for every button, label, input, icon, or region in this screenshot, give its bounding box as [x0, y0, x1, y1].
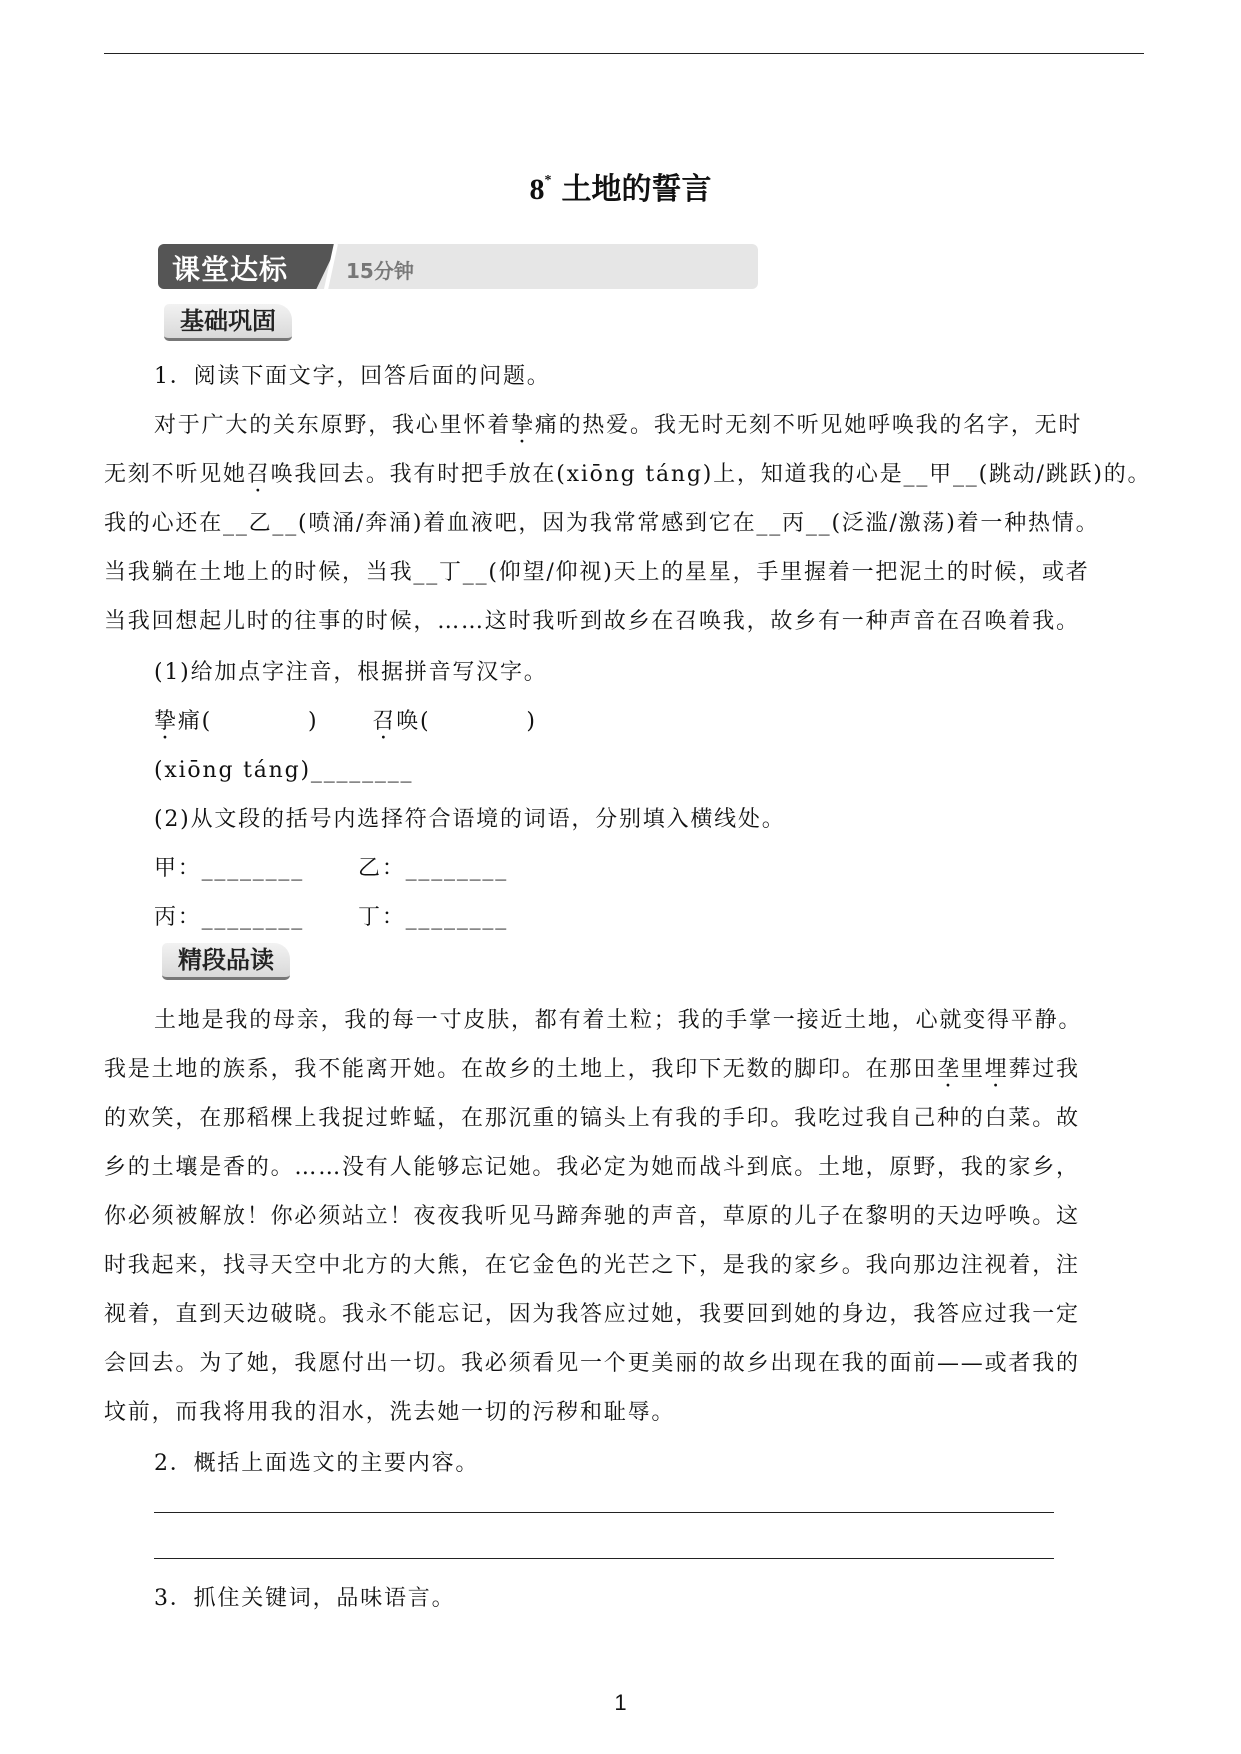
- passage-line-5: 你必须被解放！你必须站立！夜夜我听见马蹄奔驰的声音，草原的儿子在黎明的天边呼唤。这: [104, 1204, 1080, 1229]
- text-run: 里: [960, 1057, 985, 1082]
- dotted-char: 挚: [154, 709, 178, 734]
- paren-close: ): [526, 709, 537, 734]
- q1-sub1: (1)给加点字注音，根据拼音写汉字。: [154, 660, 548, 685]
- q3-stem: 3．抓住关键词，品味语言。: [154, 1586, 456, 1611]
- q1-word-row: [154, 707, 537, 737]
- q1-para-line-4: [104, 558, 1090, 588]
- q1-para-line-2: [104, 460, 1151, 490]
- blank-ding: __丁__: [413, 560, 489, 585]
- text-run: (仰望/仰视)天上的星星，手里握着一把泥土的时候，或者: [488, 560, 1090, 585]
- passage-line-7: 视着，直到天边破晓。我永不能忘记，因为我答应过她，我要回到她的身边，我答应过我一定: [104, 1302, 1080, 1327]
- subhead-reading: 精段品读: [162, 943, 290, 980]
- blank-yi: __乙__: [223, 511, 299, 536]
- text-run: 葬过我: [1008, 1057, 1080, 1082]
- text-run: 我的心还在: [104, 511, 224, 536]
- q1-para-line-3: [104, 509, 1099, 539]
- subhead-basic: 基础巩固: [164, 304, 292, 341]
- page-number: 1: [614, 1690, 627, 1715]
- answer-ding: 丁：________: [358, 905, 509, 930]
- banner-label: 课堂达标: [172, 253, 289, 286]
- passage-line-3: 的欢笑，在那稻棵上我捉过蚱蜢，在那沉重的镐头上有我的手印。我吃过我自己种的白菜。故: [104, 1106, 1080, 1131]
- text-run: (喷涌/奔涌)着血液吧，因为我常常感到它在: [298, 511, 757, 536]
- page-title: [0, 164, 1241, 208]
- header-rule: [104, 53, 1144, 54]
- lesson-number: 8: [529, 173, 545, 206]
- answer-bing: 丙：________: [154, 905, 305, 930]
- text-run: 无刻不听见她: [104, 462, 247, 487]
- dotted-char: 垄: [937, 1057, 961, 1082]
- text-run: 唤我回去。我有时把手放在(xiōng táng)上，知道我的心是: [270, 462, 904, 487]
- text-run: (跳动/跳跃)的。: [978, 462, 1152, 487]
- q1-pinyin: (xiōng táng)________: [154, 758, 414, 783]
- dotted-char: 挚: [511, 413, 535, 438]
- passage-line-8: 会回去。为了她，我愿付出一切。我必须看见一个更美丽的故乡出现在我的面前——或者我的: [104, 1351, 1080, 1376]
- passage-line-1: 土地是我的母亲，我的每一寸皮肤，都有着土粒；我的手掌一接近土地，心就变得平静。: [154, 1008, 1083, 1033]
- answer-jia: 甲：________: [154, 856, 305, 881]
- word-1: 痛(: [177, 709, 212, 734]
- text-run: 当我躺在土地上的时候，当我: [104, 560, 414, 585]
- dotted-char: 埋: [984, 1057, 1009, 1082]
- answer-line-1: [154, 1512, 1054, 1513]
- q1-para-line-1: [154, 411, 1082, 441]
- text-run: 对于广大的关东原野，我心里怀着: [154, 413, 512, 438]
- blank-bing: __丙__: [756, 511, 832, 536]
- blank-jia: __甲__: [903, 462, 979, 487]
- q1-sub2: (2)从文段的括号内选择符合语境的词语，分别填入横线处。: [154, 807, 786, 832]
- section-banner: [158, 244, 758, 289]
- q2-stem: 2．概括上面选文的主要内容。: [154, 1451, 480, 1476]
- text-run: 我是土地的族系，我不能离开她。在故乡的土地上，我印下无数的脚印。在那田: [104, 1057, 938, 1082]
- passage-line-4: 乡的土壤是香的。……没有人能够忘记她。我必定为她而战斗到底。土地，原野，我的家乡，: [104, 1155, 1080, 1180]
- q1-para-line-5: 当我回想起儿时的往事的时候，……这时我听到故乡在召唤我，故乡有一种声音在召唤着我。: [104, 609, 1080, 634]
- text-run: 痛的热爱。我无时无刻不听见她呼唤我的名字，无时: [534, 413, 1083, 438]
- q1-stem: 1．阅读下面文字，回答后面的问题。: [154, 364, 551, 389]
- paren-close: ): [308, 709, 319, 734]
- star-mark: *: [544, 173, 552, 188]
- text-run: (泛滥/激荡)着一种热情。: [831, 511, 1100, 536]
- answer-yi: 乙：________: [358, 856, 509, 881]
- banner-time: 15分钟: [346, 259, 414, 283]
- word-2: 唤(: [396, 709, 431, 734]
- q1-answer-row-2: [154, 903, 508, 933]
- passage-line-9: 坟前，而我将用我的泪水，洗去她一切的污秽和耻辱。: [104, 1400, 676, 1425]
- passage-line-6: 时我起来，找寻天空中北方的大熊，在它金色的光芒之下，是我的家乡。我向那边注视着，注: [104, 1253, 1080, 1278]
- title-text: 土地的誓言: [561, 172, 712, 207]
- dotted-char: 召: [246, 462, 271, 487]
- dotted-char: 召: [372, 709, 397, 734]
- q1-answer-row-1: [154, 854, 508, 884]
- passage-line-2: [104, 1055, 1080, 1085]
- answer-line-2: [154, 1558, 1054, 1559]
